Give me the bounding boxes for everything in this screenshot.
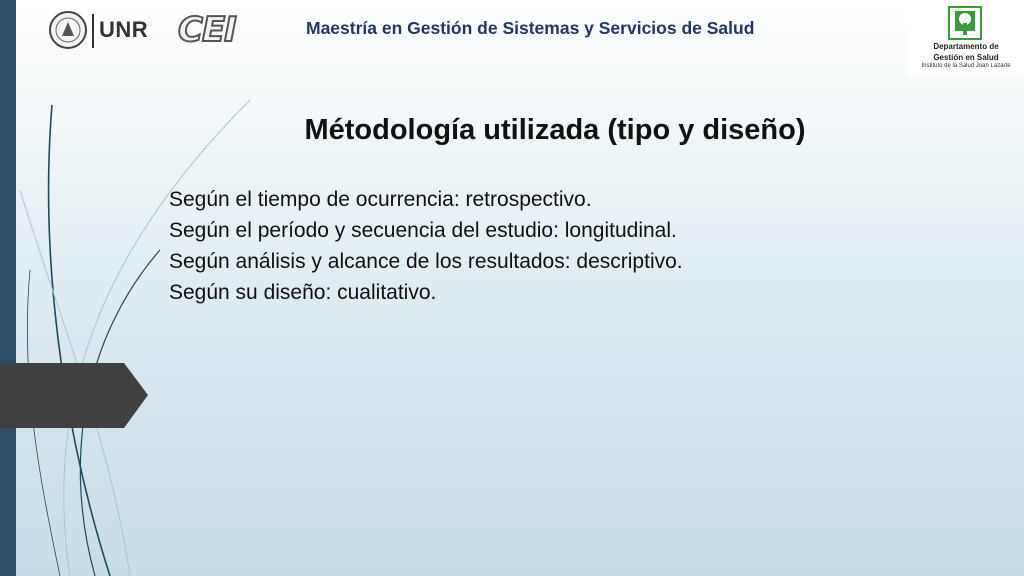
- list-item: Según su diseño: cualitativo.: [169, 281, 437, 304]
- unr-logo: [48, 10, 148, 52]
- section-arrow-tab: [0, 363, 148, 428]
- logo-separator: [92, 14, 94, 48]
- cei-logo: CEI: [178, 10, 236, 50]
- tree-icon: [948, 6, 982, 40]
- header-title: Maestría en Gestión de Sistemas y Servicios de Salud: [306, 18, 755, 38]
- list-item: Según el período y secuencia del estudio: longitudinal.: [169, 219, 677, 242]
- department-logo: [908, 0, 1024, 76]
- slide-title: Métodología utilizada (tipo y diseño): [304, 114, 806, 146]
- department-name: Departamento de: [933, 42, 999, 51]
- university-seal-icon: [48, 10, 88, 50]
- institute-name: Instituto de la Salud Juan Lazarte: [921, 63, 1011, 69]
- list-item: Según análisis y alcance de los resultados: descriptivo.: [169, 250, 683, 273]
- department-subname: Gestión en Salud: [933, 53, 999, 62]
- list-item: Según el tiempo de ocurrencia: retrospectivo.: [169, 188, 592, 211]
- methodology-list: [169, 184, 683, 308]
- header: [0, 0, 1024, 70]
- unr-logo-text: UNR: [99, 17, 149, 42]
